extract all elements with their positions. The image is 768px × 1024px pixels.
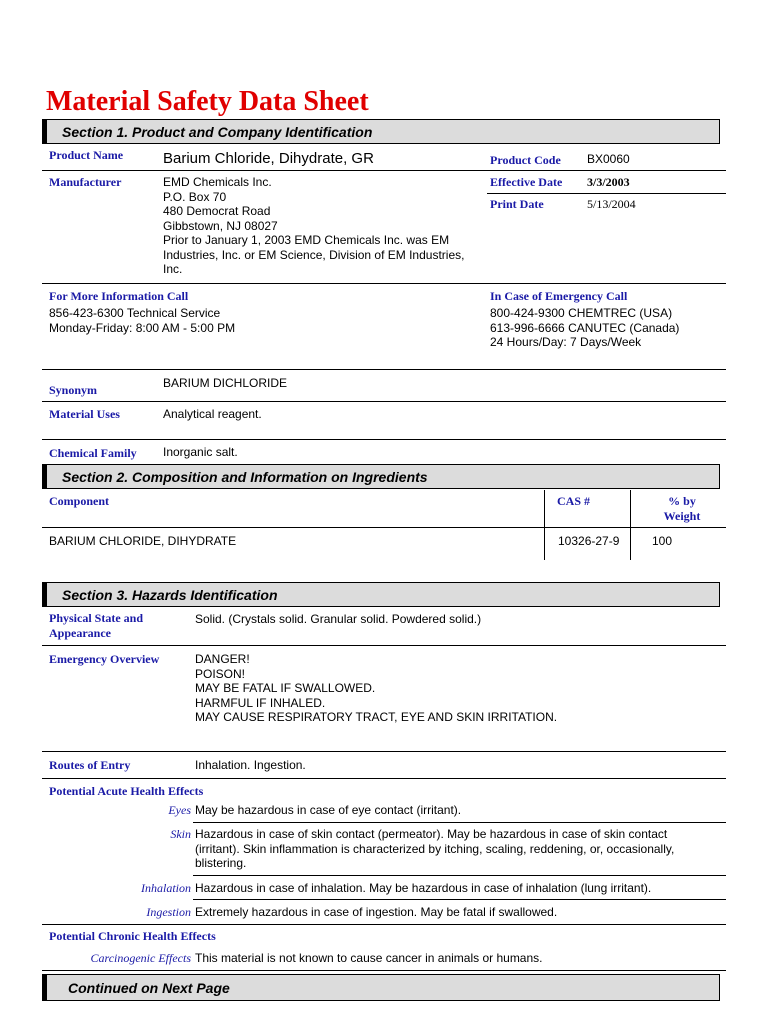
product-code: BX0060 — [587, 152, 630, 166]
inhalation-effect: Hazardous in case of inhalation. May be hazardous in case of inhalation (lung irritant). — [195, 881, 652, 895]
carcinogenic-effect: This material is not known to cause cancer in animals or humans. — [195, 951, 543, 965]
skin-effect-line: (irritant). Skin inflammation is characterized by itching, scaling, reddening, or, occasionally, — [195, 841, 675, 856]
continued-text: Continued on Next Page — [68, 980, 230, 996]
section-2-header — [42, 464, 720, 489]
emergency-call-label: In Case of Emergency Call — [490, 289, 628, 303]
physical-state-label-line: Appearance — [49, 626, 111, 640]
divider — [42, 439, 726, 440]
carcinogenic-label: Carcinogenic Effects — [90, 951, 191, 965]
skin-effect-line: blistering. — [195, 856, 247, 870]
divider — [42, 170, 726, 171]
manufacturer-label: Manufacturer — [49, 175, 122, 189]
routes: Inhalation. Ingestion. — [195, 758, 306, 772]
section-1-header — [42, 119, 720, 144]
eyes-label: Eyes — [168, 803, 191, 817]
ingestion-label: Ingestion — [146, 905, 191, 919]
divider — [193, 899, 726, 900]
physical-state-label — [49, 611, 143, 641]
product-name: Barium Chloride, Dihydrate, GR — [163, 150, 374, 167]
emergency-overview-line: MAY CAUSE RESPIRATORY TRACT, EYE AND SKIN IRRITATION. — [195, 710, 558, 724]
cas-cell: 10326-27-9 — [558, 534, 620, 548]
emergency-overview-line: MAY BE FATAL IF SWALLOWED. — [195, 681, 376, 695]
manufacturer-line: P.O. Box 70 — [163, 189, 227, 204]
material-uses: Analytical reagent. — [163, 407, 262, 421]
emergency-overview-line: HARMFUL IF INHALED. — [195, 695, 326, 710]
info-call-line: 856-423-6300 Technical Service — [49, 306, 221, 320]
emergency-line: 24 Hours/Day: 7 Days/Week — [490, 335, 642, 349]
divider — [42, 751, 726, 752]
emergency-line: 613-996-6666 CANUTEC (Canada) — [490, 320, 680, 335]
skin-label: Skin — [170, 827, 191, 841]
manufacturer-line: Inc. — [163, 262, 183, 276]
chronic-effects-label: Potential Chronic Health Effects — [49, 929, 216, 943]
manufacturer-line: Prior to January 1, 2003 EMD Chemicals Inc. was EM — [163, 233, 450, 247]
physical-state-label-line: Physical State and — [49, 611, 144, 625]
divider — [42, 778, 726, 779]
manufacturer-line: Industries, Inc. or EM Science, Division of EM Industries, — [163, 247, 465, 262]
product-code-label: Product Code — [490, 153, 561, 167]
info-call-line: Monday-Friday: 8:00 AM - 5:00 PM — [49, 320, 236, 335]
print-date-label: Print Date — [490, 197, 544, 211]
component-cell: BARIUM CHLORIDE, DIHYDRATE — [49, 534, 237, 548]
emergency-overview-block — [195, 652, 557, 725]
skin-effect — [195, 827, 674, 871]
ingestion-effect: Extremely hazardous in case of ingestion. May be fatal if swallowed. — [195, 905, 558, 919]
routes-label: Routes of Entry — [49, 758, 131, 772]
section-2-title: Section 2. Composition and Information on Ingredients — [62, 469, 428, 485]
divider — [42, 970, 726, 971]
emergency-overview-line: POISON! — [195, 666, 246, 681]
manufacturer-line: 480 Democrat Road — [163, 204, 271, 218]
divider — [42, 924, 726, 925]
section-3-header — [42, 582, 720, 607]
section-3-title: Section 3. Hazards Identification — [62, 587, 278, 603]
divider — [193, 822, 726, 823]
section-1-title: Section 1. Product and Company Identification — [62, 124, 373, 140]
table-row — [49, 534, 719, 550]
col-weight-header — [640, 494, 724, 524]
divider — [42, 401, 726, 402]
physical-state: Solid. (Crystals solid. Granular solid. Powdered solid.) — [195, 612, 482, 626]
info-call-label: For More Information Call — [49, 289, 189, 303]
continued-banner — [42, 974, 720, 1001]
chemical-family-label: Chemical Family — [49, 446, 137, 460]
eyes-effect: May be hazardous in case of eye contact (irritant). — [195, 803, 462, 817]
manufacturer-block — [163, 175, 464, 277]
info-call-block — [49, 306, 235, 335]
divider — [487, 193, 726, 194]
col-weight-line: Weight — [663, 509, 701, 523]
col-cas-header: CAS # — [557, 494, 591, 508]
weight-cell: 100 — [652, 534, 673, 548]
emergency-line: 800-424-9300 CHEMTREC (USA) — [490, 306, 673, 320]
divider — [193, 875, 726, 876]
print-date: 5/13/2004 — [587, 197, 636, 211]
product-name-label: Product Name — [49, 148, 124, 162]
divider — [42, 283, 726, 284]
emergency-overview-line: DANGER! — [195, 652, 250, 666]
emergency-overview-label: Emergency Overview — [49, 652, 160, 666]
col-weight-line: % by — [668, 494, 696, 508]
skin-effect-line: Hazardous in case of skin contact (permeator). May be hazardous in case of skin contact — [195, 827, 668, 841]
emergency-call-block — [490, 306, 679, 350]
material-uses-label: Material Uses — [49, 407, 120, 421]
manufacturer-line: EMD Chemicals Inc. — [163, 175, 272, 189]
synonym-label: Synonym — [49, 383, 98, 397]
divider — [42, 369, 726, 370]
synonym: BARIUM DICHLORIDE — [163, 376, 288, 390]
divider — [42, 527, 726, 528]
divider — [42, 645, 726, 646]
manufacturer-line: Gibbstown, NJ 08027 — [163, 218, 278, 233]
effective-date-label: Effective Date — [490, 175, 563, 189]
effective-date: 3/3/2003 — [587, 175, 630, 189]
col-component-header: Component — [49, 494, 110, 508]
chemical-family: Inorganic salt. — [163, 445, 238, 459]
document-title: Material Safety Data Sheet — [46, 86, 369, 117]
inhalation-label: Inhalation — [141, 881, 191, 895]
acute-effects-label: Potential Acute Health Effects — [49, 784, 204, 798]
